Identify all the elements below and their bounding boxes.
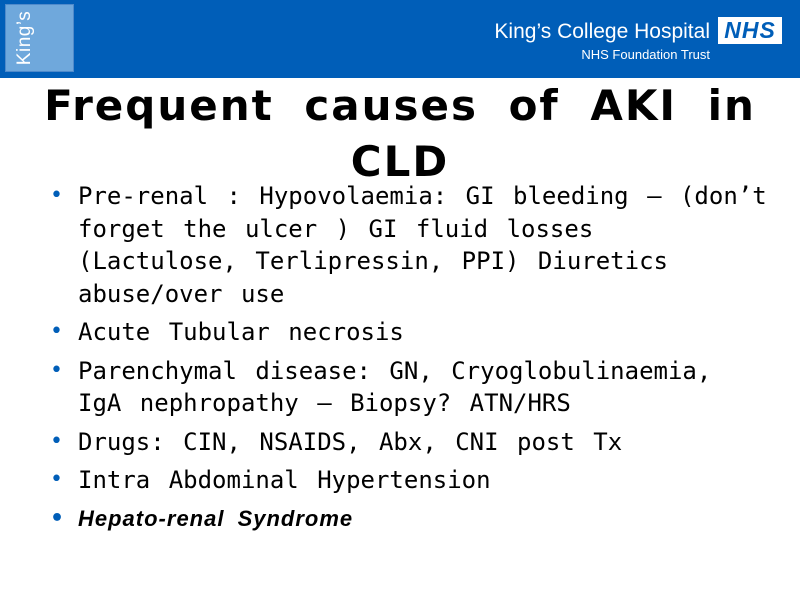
organisation-name-block (440, 20, 710, 63)
organisation-subtitle: NHS Foundation Trust (581, 47, 710, 62)
organisation-name: King’s College Hospital (494, 20, 710, 43)
header-banner (0, 0, 800, 78)
slide-title: Frequent causes of AKI in CLD (44, 81, 756, 186)
bullet-parenchymal-disease: • Parenchymal disease: GN, Cryoglobulinaemia, IgA nephropathy – Biopsy? ATN/HRS (50, 355, 770, 420)
kings-logo (5, 4, 74, 72)
bullet-acute-tubular-necrosis: • Acute Tubular necrosis (50, 316, 770, 349)
bullet-intra-abdominal-hypertension: • Intra Abdominal Hypertension (50, 464, 770, 497)
bullet-list (50, 180, 770, 541)
kings-logo-text: King’s (14, 10, 36, 66)
nhs-logo-text: NHS (724, 17, 776, 43)
bullet-drugs: • Drugs: CIN, NSAIDS, Abx, CNI post Tx (50, 426, 770, 459)
nhs-logo (718, 17, 782, 44)
bullet-pre-renal: • Pre-renal : Hypovolaemia: GI bleeding – (don’t forget the ulcer ) GI fluid losses (Lactulose, Terlipressin, PPI) Diuretics abuse/over use (50, 180, 770, 310)
bullet-hepato-renal-syndrome: • Hepato-renal Syndrome (50, 503, 770, 536)
